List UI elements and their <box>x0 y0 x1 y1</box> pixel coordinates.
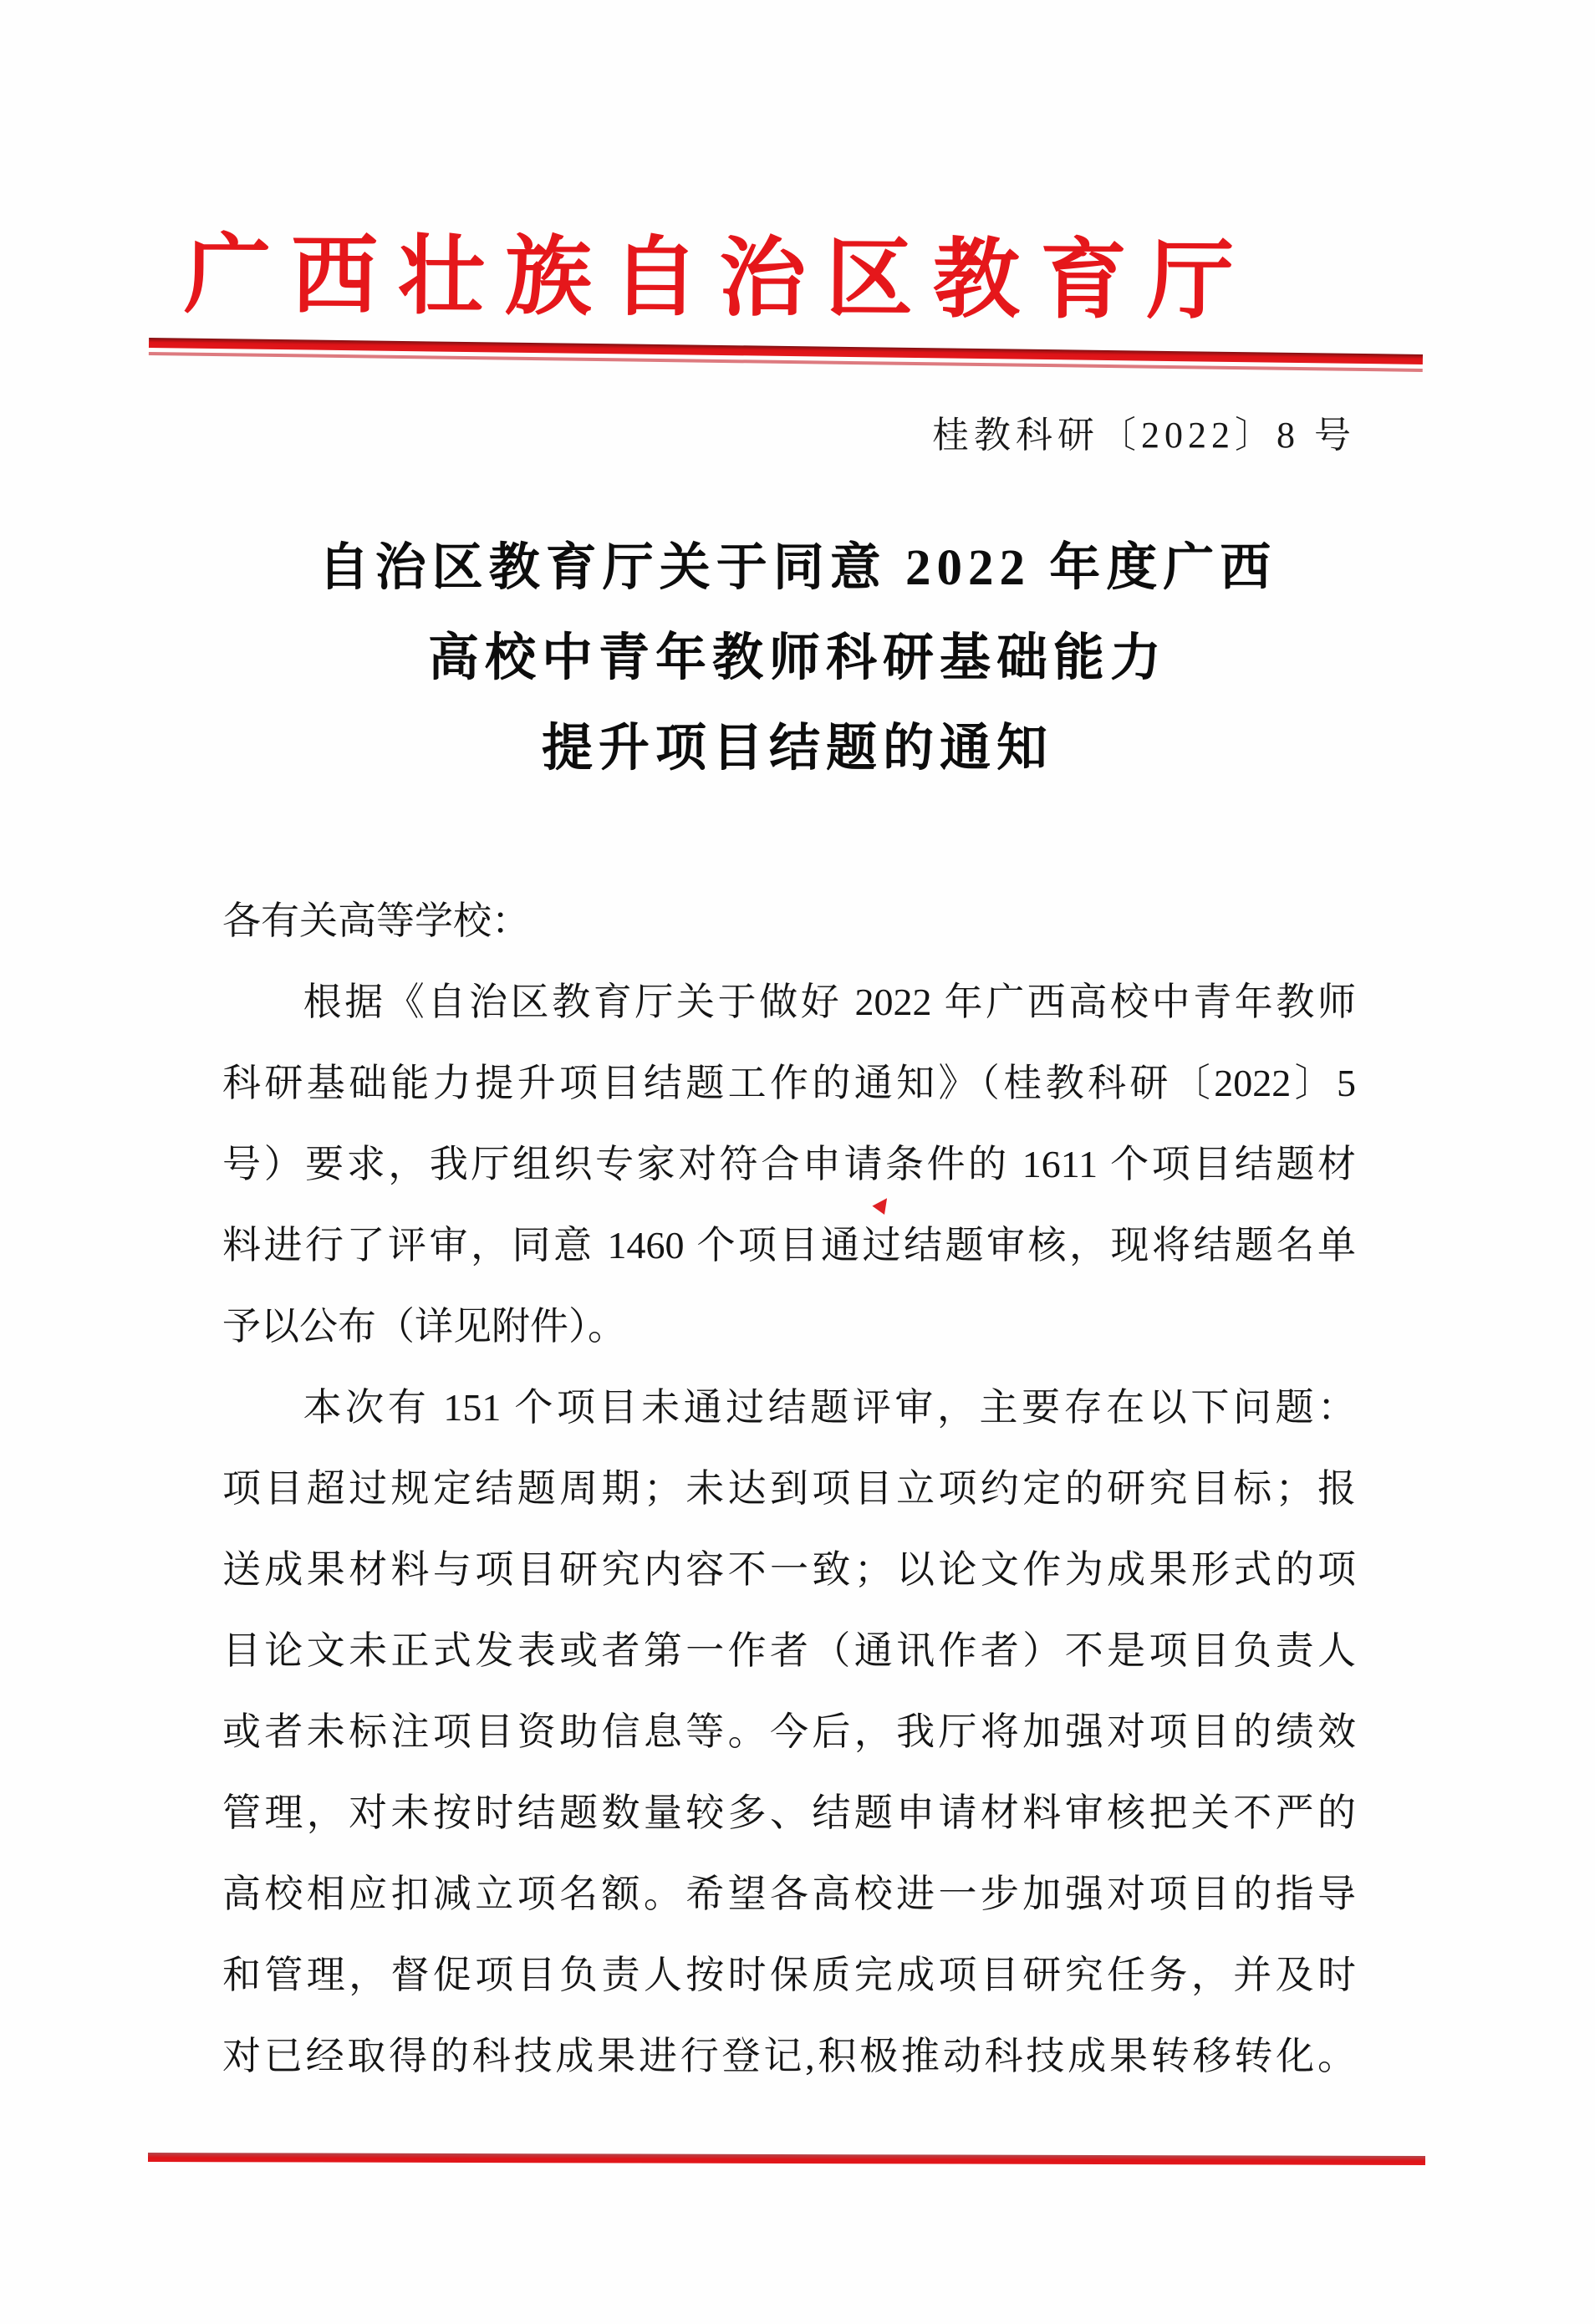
body-line: 根据《自治区教育厅关于做好 2022 年广西高校中青年教师 <box>303 981 1356 1023</box>
body-line: 管理，对未按时结题数量较多、结题申请材料审核把关不严的 <box>222 1791 1356 1834</box>
body-line: 项目超过规定结题周期；未达到项目立项约定的研究目标；报 <box>222 1467 1356 1510</box>
body-line: 料进行了评审，同意 1460 个项目通过结题审核，现将结题名单 <box>222 1224 1356 1266</box>
body-line: 高校相应扣减立项名额。希望各高校进一步加强对项目的指导 <box>222 1873 1356 1915</box>
salutation: 各有关高等学校： <box>222 900 530 942</box>
document-body <box>222 880 1356 2097</box>
document-number: 桂教科研〔2022〕8 号 <box>932 415 1356 456</box>
document-title <box>0 523 1595 794</box>
body-line: 予以公布（详见附件）。 <box>222 1305 626 1348</box>
letterhead-divider <box>149 338 1423 372</box>
body-line: 号）要求，我厅组织专家对符合申请条件的 1611 个项目结题材 <box>222 1143 1356 1185</box>
body-line: 送成果材料与项目研究内容不一致；以论文作为成果形式的项 <box>222 1548 1356 1591</box>
body-line: 对已经取得的科技成果进行登记,积极推动科技成果转移转化。 <box>222 2035 1356 2077</box>
body-line: 本次有 151 个项目未通过结题评审，主要存在以下问题： <box>303 1386 1356 1429</box>
title-line-1: 自治区教育厅关于同意 2022 年度广西 <box>318 540 1277 596</box>
body-line: 或者未标注项目资助信息等。今后，我厅将加强对项目的绩效 <box>222 1710 1356 1753</box>
body-line: 和管理，督促项目负责人按时保质完成项目研究任务，并及时 <box>222 1954 1356 1996</box>
title-line-2: 高校中青年教师科研基础能力 <box>427 630 1167 686</box>
body-line: 科研基础能力提升项目结题工作的通知》（桂教科研〔2022〕5 <box>222 1062 1356 1104</box>
body-line: 目论文未正式发表或者第一作者（通讯作者）不是项目负责人 <box>222 1629 1356 1672</box>
letterhead-title: 广西壮族自治区教育厅 <box>183 227 1255 330</box>
footer-rule <box>148 2153 1425 2165</box>
title-line-3: 提升项目结题的通知 <box>541 721 1053 777</box>
